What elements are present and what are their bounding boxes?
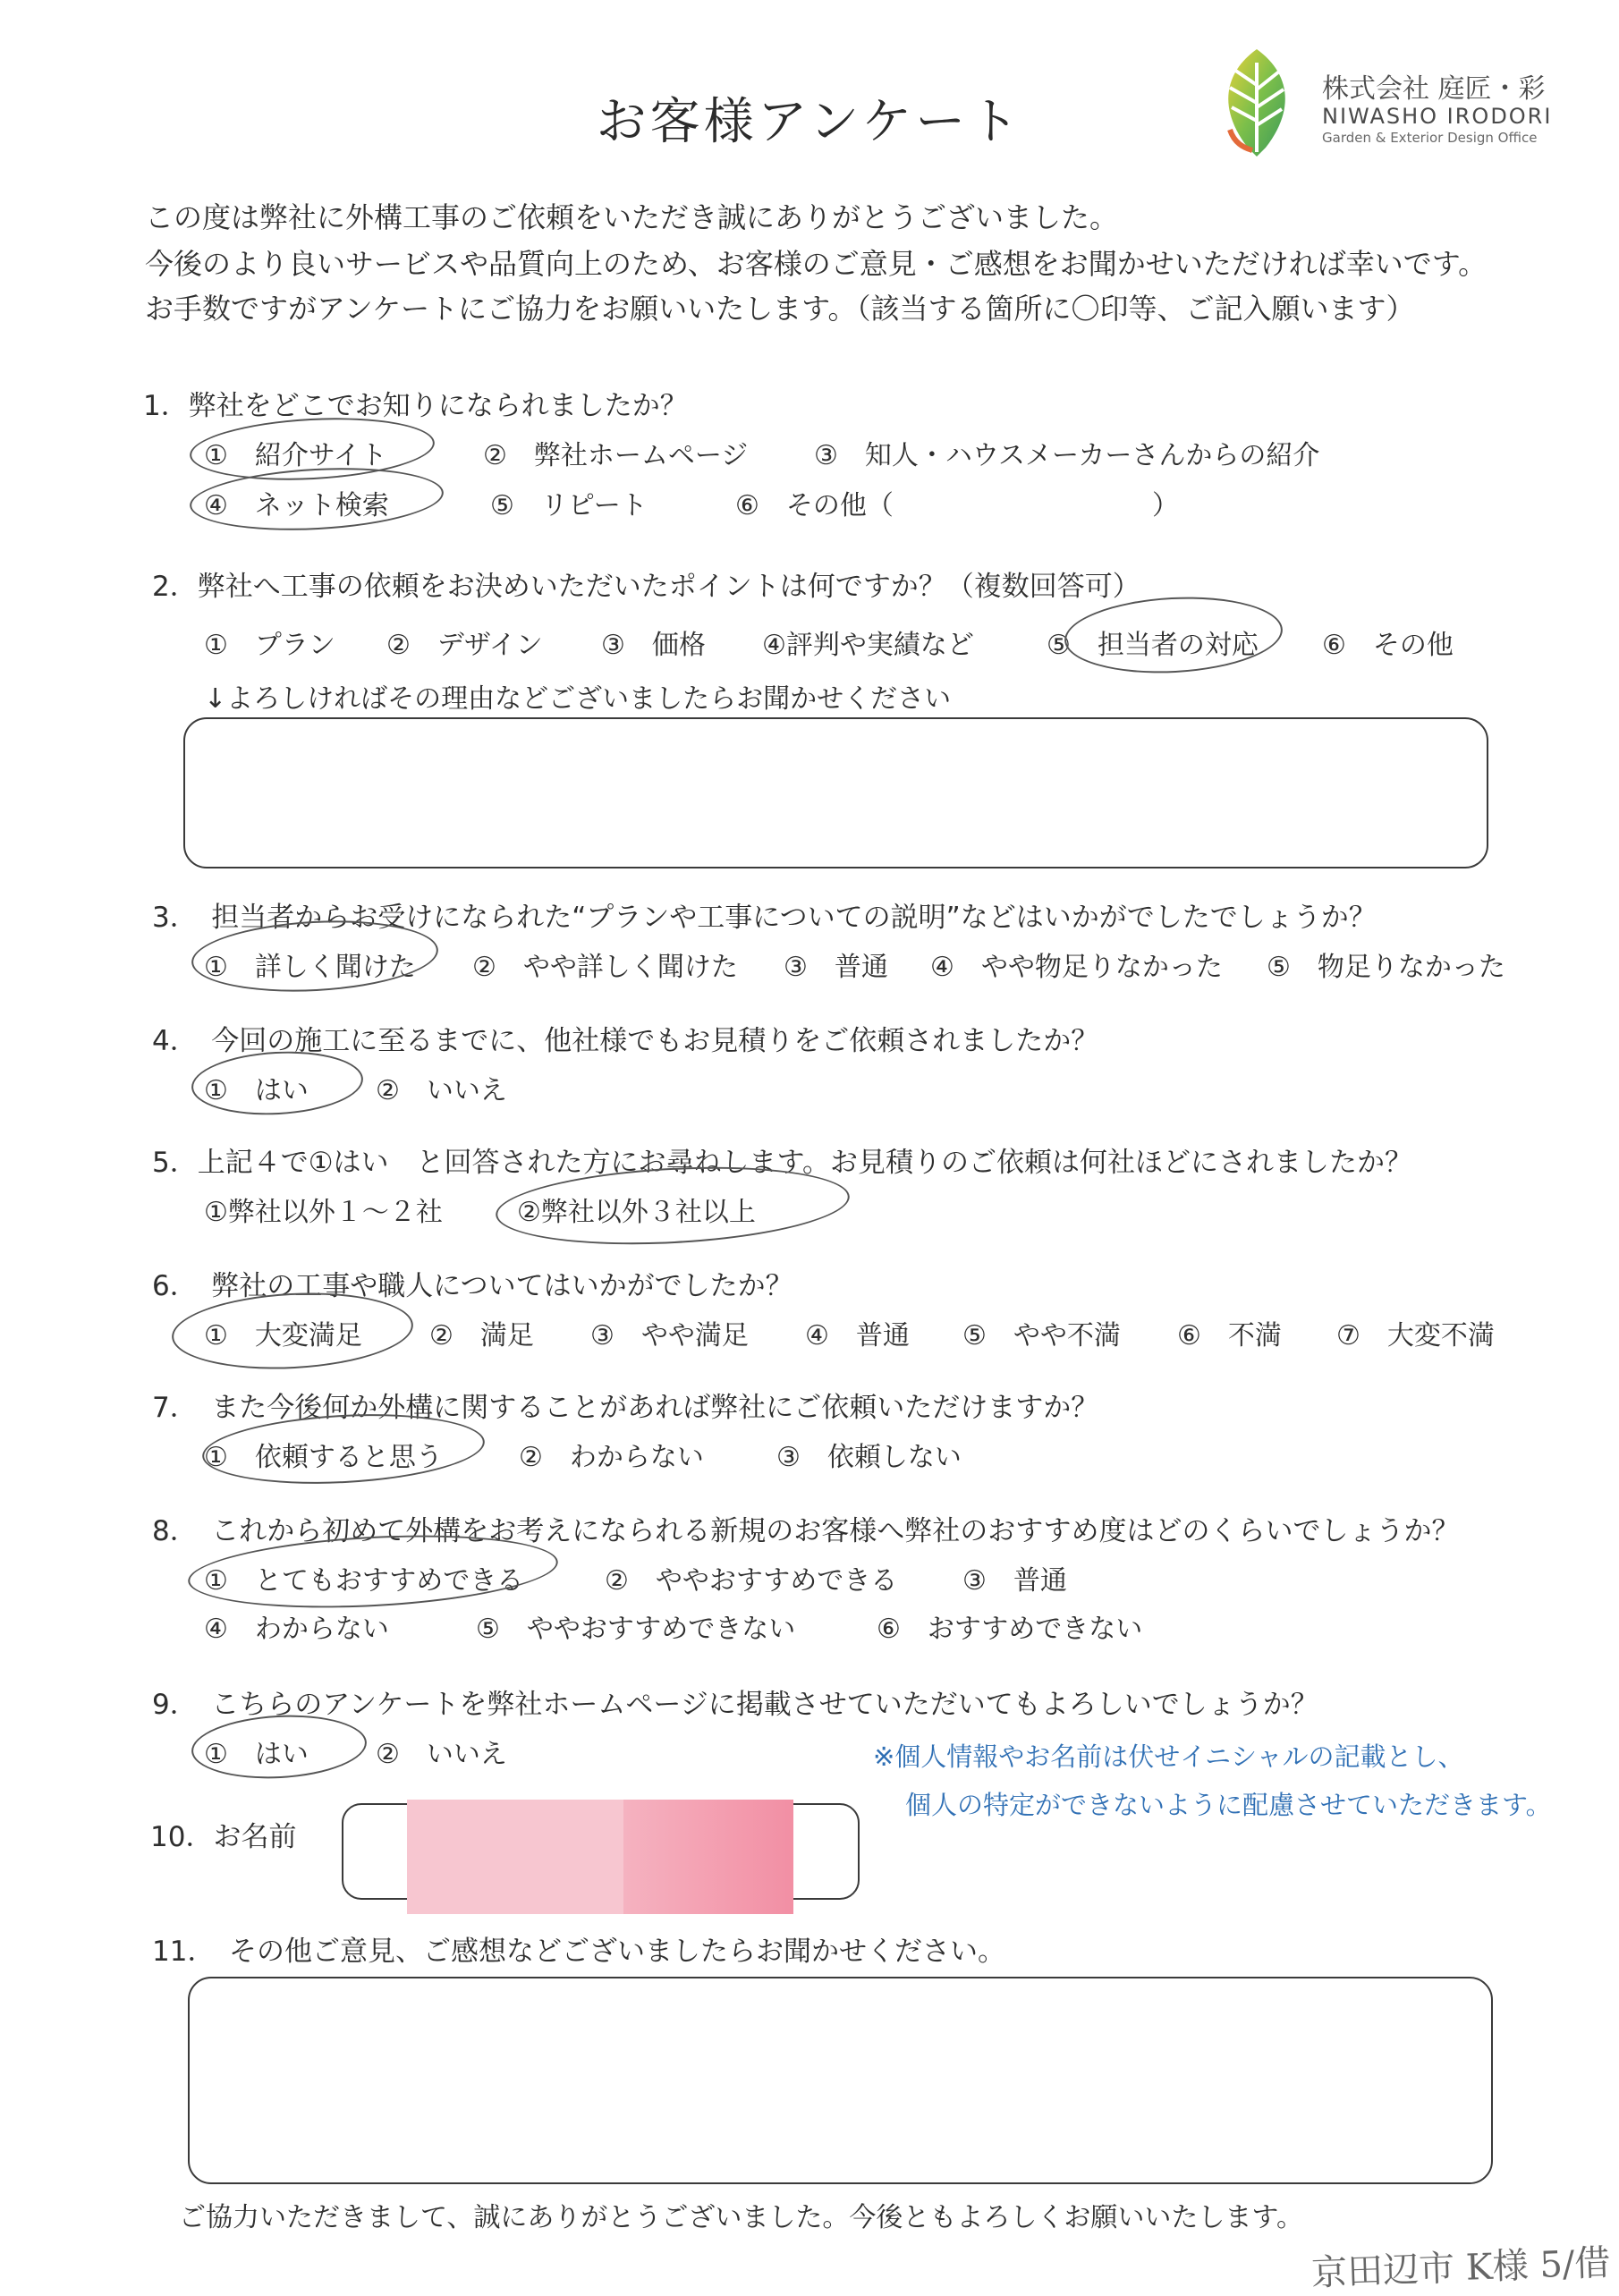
q3-option-1[interactable]: ① 詳しく聞けた bbox=[204, 952, 416, 983]
q8-option-6[interactable]: ⑥ おすすめできない bbox=[877, 1614, 1143, 1645]
q5-option-2[interactable]: ②弊社以外３社以上 bbox=[517, 1197, 756, 1228]
logo-subtitle: Garden & Exterior Design Office bbox=[1322, 130, 1538, 146]
q3-option-3[interactable]: ③ 普通 bbox=[784, 952, 888, 983]
q6-option-7[interactable]: ⑦ 大変不満 bbox=[1336, 1320, 1495, 1351]
q1-option-1[interactable]: ① 紹介サイト bbox=[204, 440, 387, 471]
intro-line-3: お手数ですがアンケートにご協力をお願いいたします。（該当する箇所に〇印等、ご記入願います） bbox=[145, 292, 1415, 326]
q10-text: 10．お名前 bbox=[150, 1821, 297, 1853]
q8-option-2[interactable]: ② ややおすすめできる bbox=[605, 1565, 898, 1597]
q2-option-6[interactable]: ⑥ その他 bbox=[1322, 630, 1454, 661]
q5-option-1[interactable]: ①弊社以外１～２社 bbox=[204, 1197, 443, 1228]
q6-option-2[interactable]: ② 満足 bbox=[429, 1320, 534, 1351]
q1-option-6[interactable]: ⑥ その他（ bbox=[735, 490, 894, 521]
name-redaction-left bbox=[407, 1800, 623, 1914]
logo-english-name: NIWASHO IRODORI bbox=[1322, 104, 1553, 129]
q2-subtext: ↓よろしければその理由などございましたらお聞かせください bbox=[204, 683, 952, 715]
q7-option-2[interactable]: ② わからない bbox=[519, 1442, 704, 1473]
q3-option-4[interactable]: ④ やや物足りなかった bbox=[930, 952, 1223, 983]
q4-option-2[interactable]: ② いいえ bbox=[376, 1075, 507, 1106]
q9-option-2[interactable]: ② いいえ bbox=[376, 1739, 507, 1770]
q8-option-1[interactable]: ① とてもおすすめできる bbox=[204, 1565, 524, 1597]
q5-text: 5．上記４で①はい と回答された方にお尋ねします。お見積りのご依頼は何社ほどにされましたか？ bbox=[152, 1147, 1413, 1179]
logo-company-name: 株式会社 庭匠・彩 bbox=[1322, 73, 1546, 105]
q1-option-5[interactable]: ⑤ リピート bbox=[490, 490, 648, 521]
q3-option-5[interactable]: ⑤ 物足りなかった bbox=[1267, 952, 1505, 983]
q1-option-3[interactable]: ③ 知人・ハウスメーカーさんからの紹介 bbox=[814, 440, 1320, 471]
q4-selection-circle-1 bbox=[190, 1047, 364, 1119]
q3-text: 3． 担当者からお受けになられた“プランや工事についての説明”などはいかがでしたでしょうか？ bbox=[152, 902, 1377, 934]
q4-option-1[interactable]: ① はい bbox=[204, 1075, 309, 1106]
q9-privacy-note-2: 個人の特定ができないように配慮させていただきます。 bbox=[905, 1790, 1552, 1820]
q6-option-4[interactable]: ④ 普通 bbox=[805, 1320, 910, 1351]
q9-privacy-note-1: ※個人情報やお名前は伏せイニシャルの記載とし、 bbox=[873, 1741, 1464, 1772]
q2-option-1[interactable]: ① プラン bbox=[204, 630, 335, 661]
q4-text: 4． 今回の施工に至るまでに、他社様でもお見積りをご依頼されましたか？ bbox=[152, 1025, 1099, 1057]
q11-comments-textarea[interactable] bbox=[188, 1977, 1493, 2184]
handwritten-customer-note: 京田辺市 K様 5/借 bbox=[1310, 2242, 1612, 2294]
q7-option-3[interactable]: ③ 依頼しない bbox=[776, 1442, 962, 1473]
q2-text: 2．弊社へ工事の依頼をお決めいただいたポイントは何ですか？（複数回答可） bbox=[152, 571, 1140, 603]
q6-option-6[interactable]: ⑥ 不満 bbox=[1177, 1320, 1282, 1351]
q6-option-3[interactable]: ③ やや満足 bbox=[590, 1320, 749, 1351]
q11-text: 11． その他ご意見、ご感想などございましたらお聞かせください。 bbox=[152, 1936, 1005, 1968]
q2-option-2[interactable]: ② デザイン bbox=[386, 630, 543, 661]
q7-option-1[interactable]: ① 依頼すると思う bbox=[204, 1442, 443, 1473]
q8-text: 8． これから初めて外構をお考えになられる新規のお客様へ弊社のおすすめ度はどのくらいでしょうか？ bbox=[152, 1515, 1460, 1547]
q2-option-3[interactable]: ③ 価格 bbox=[601, 630, 706, 661]
q6-text: 6． 弊社の工事や職人についてはいかがでしたか？ bbox=[152, 1270, 793, 1302]
q1-text: 1．弊社をどこでお知りになられましたか？ bbox=[143, 390, 688, 422]
q9-text: 9． こちらのアンケートを弊社ホームページに掲載させていただいてもよろしいでしょうか？ bbox=[152, 1689, 1318, 1721]
intro-line-2: 今後のより良いサービスや品質向上のため、お客様のご意見・ご感想をお聞かせいただければ幸いです。 bbox=[145, 247, 1488, 281]
q1-option-2[interactable]: ② 弊社ホームページ bbox=[483, 440, 749, 471]
q2-option-5[interactable]: ⑤ 担当者の対応 bbox=[1047, 630, 1259, 661]
intro-line-1: この度は弊社に外構工事のご依頼をいただき誠にありがとうございました。 bbox=[145, 200, 1119, 234]
name-redaction-right bbox=[623, 1800, 793, 1914]
q7-text: 7． また今後何か外構に関することがあれば弊社にご依頼いただけますか？ bbox=[152, 1392, 1099, 1424]
q8-option-3[interactable]: ③ 普通 bbox=[962, 1565, 1067, 1597]
q2-reason-textarea[interactable] bbox=[183, 717, 1488, 868]
q2-option-4[interactable]: ④評判や実績など bbox=[762, 630, 974, 661]
q6-option-5[interactable]: ⑤ やや不満 bbox=[962, 1320, 1121, 1351]
q1-option-4[interactable]: ④ ネット検索 bbox=[204, 490, 389, 521]
q8-option-5[interactable]: ⑤ ややおすすめできない bbox=[476, 1614, 796, 1645]
q1-option-6-close: ） bbox=[1152, 490, 1179, 521]
closing-message: ご協力いただきまして、誠にありがとうございました。今後ともよろしくお願いいたします。 bbox=[179, 2202, 1303, 2233]
q8-option-4[interactable]: ④ わからない bbox=[204, 1614, 389, 1645]
q2-selection-circle-5 bbox=[1063, 592, 1284, 679]
page-title: お客様アンケート bbox=[596, 93, 1023, 151]
q9-option-1[interactable]: ① はい bbox=[204, 1739, 309, 1770]
q3-option-2[interactable]: ② やや詳しく聞けた bbox=[472, 952, 738, 983]
q6-option-1[interactable]: ① 大変満足 bbox=[204, 1320, 362, 1351]
